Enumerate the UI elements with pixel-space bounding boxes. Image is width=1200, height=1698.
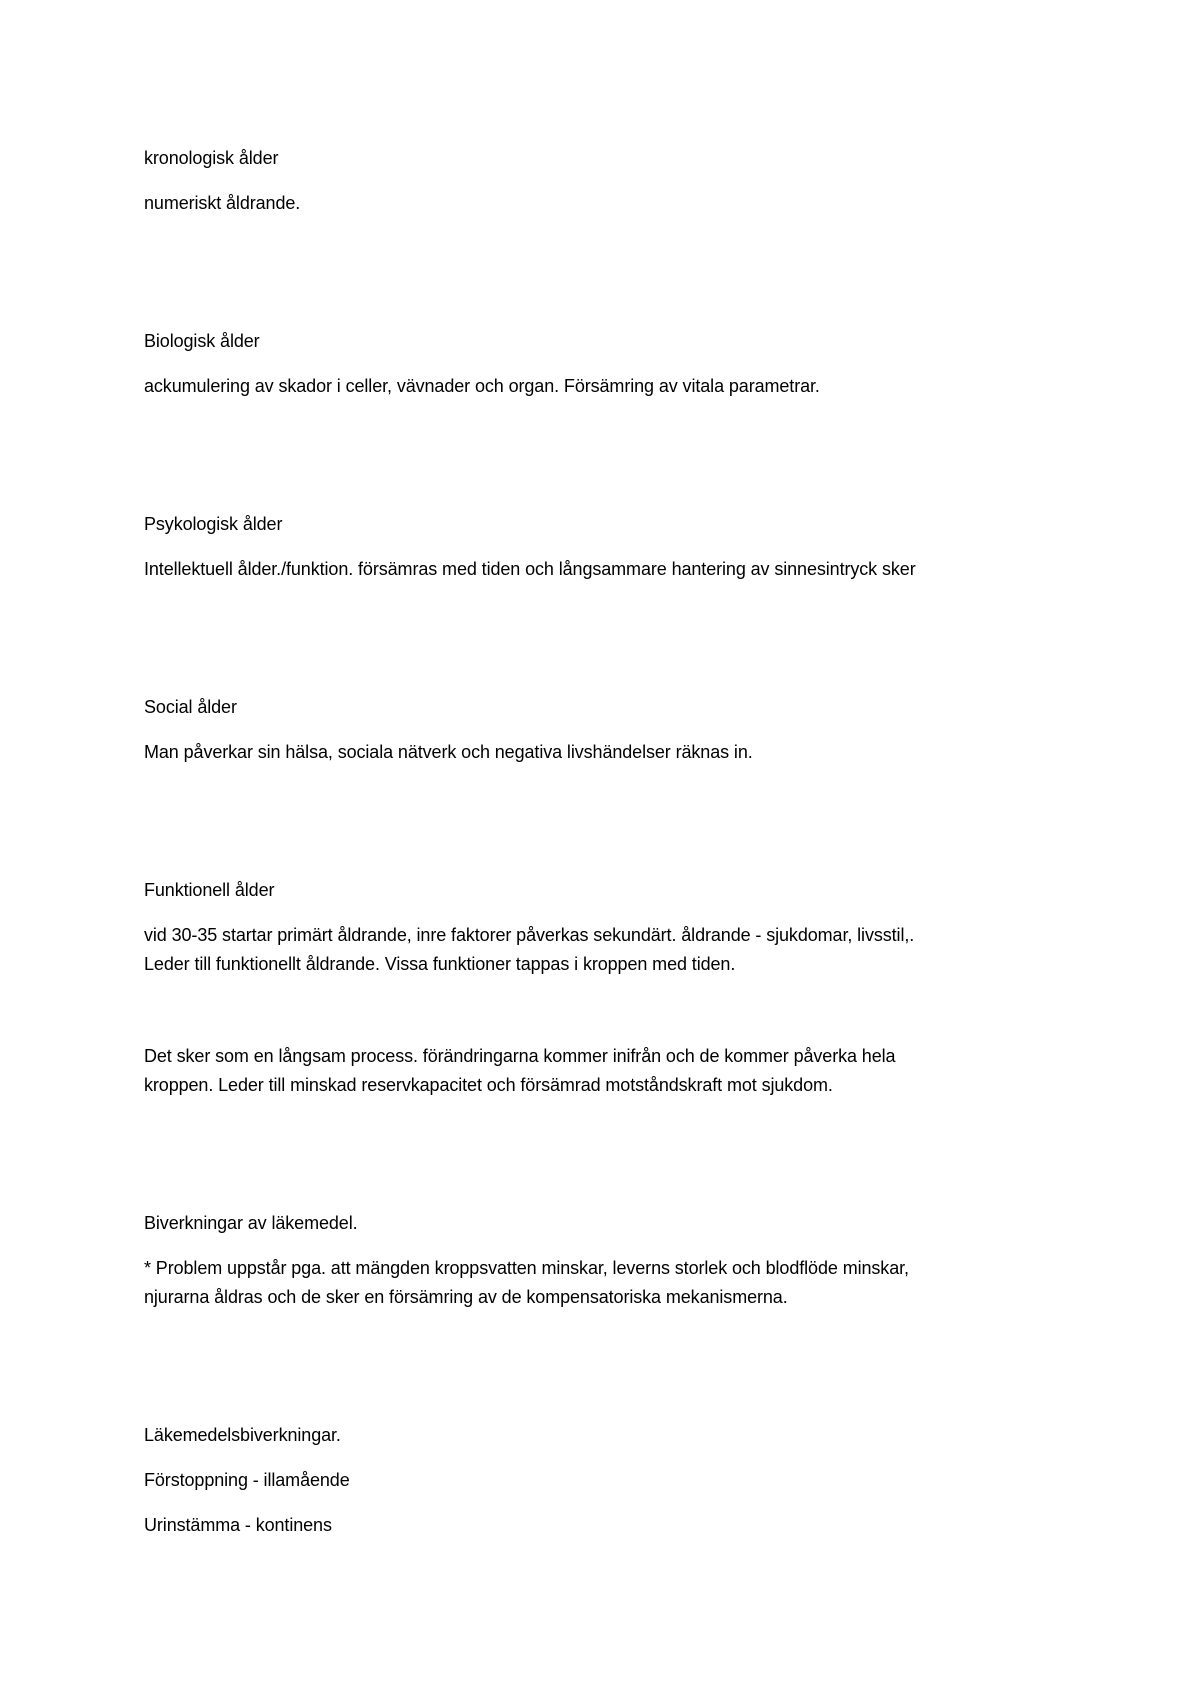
- body-text: Det sker som en långsam process. förändringarna kommer inifrån och de kommer påverka hela: [144, 1046, 896, 1066]
- section-heading: Funktionell ålder: [144, 880, 275, 900]
- section-heading: Psykologisk ålder: [144, 514, 283, 534]
- body-text: * Problem uppstår pga. att mängden kroppsvatten minskar, leverns storlek och blodflöde minskar,: [144, 1258, 909, 1278]
- body-text: vid 30-35 startar primärt åldrande, inre faktorer påverkas sekundärt. åldrande - sjukdomar, livsstil,.: [144, 925, 915, 945]
- body-text: ackumulering av skador i celler, vävnader och organ. Försämring av vitala parametrar.: [144, 376, 820, 396]
- body-text: Man påverkar sin hälsa, sociala nätverk och negativa livshändelser räknas in.: [144, 742, 753, 762]
- body-text: Intellektuell ålder./funktion. försämras med tiden och långsammare hantering av sinnesintryck sker: [144, 559, 916, 579]
- body-text: kroppen. Leder till minskad reservkapacitet och försämrad motståndskraft mot sjukdom.: [144, 1075, 833, 1095]
- section-heading: Biverkningar av läkemedel.: [144, 1213, 358, 1233]
- section-heading: kronologisk ålder: [144, 148, 279, 168]
- section-heading: Läkemedelsbiverkningar.: [144, 1425, 341, 1445]
- body-text: Förstoppning - illamående: [144, 1470, 350, 1490]
- section-heading: Social ålder: [144, 697, 237, 717]
- body-text: njurarna åldras och de sker en försämring av de kompensatoriska mekanismerna.: [144, 1287, 788, 1307]
- body-text: Leder till funktionellt åldrande. Vissa funktioner tappas i kroppen med tiden.: [144, 954, 736, 974]
- section-heading: Biologisk ålder: [144, 331, 260, 351]
- body-text: numeriskt åldrande.: [144, 193, 301, 213]
- body-text: Urinstämma - kontinens: [144, 1515, 332, 1535]
